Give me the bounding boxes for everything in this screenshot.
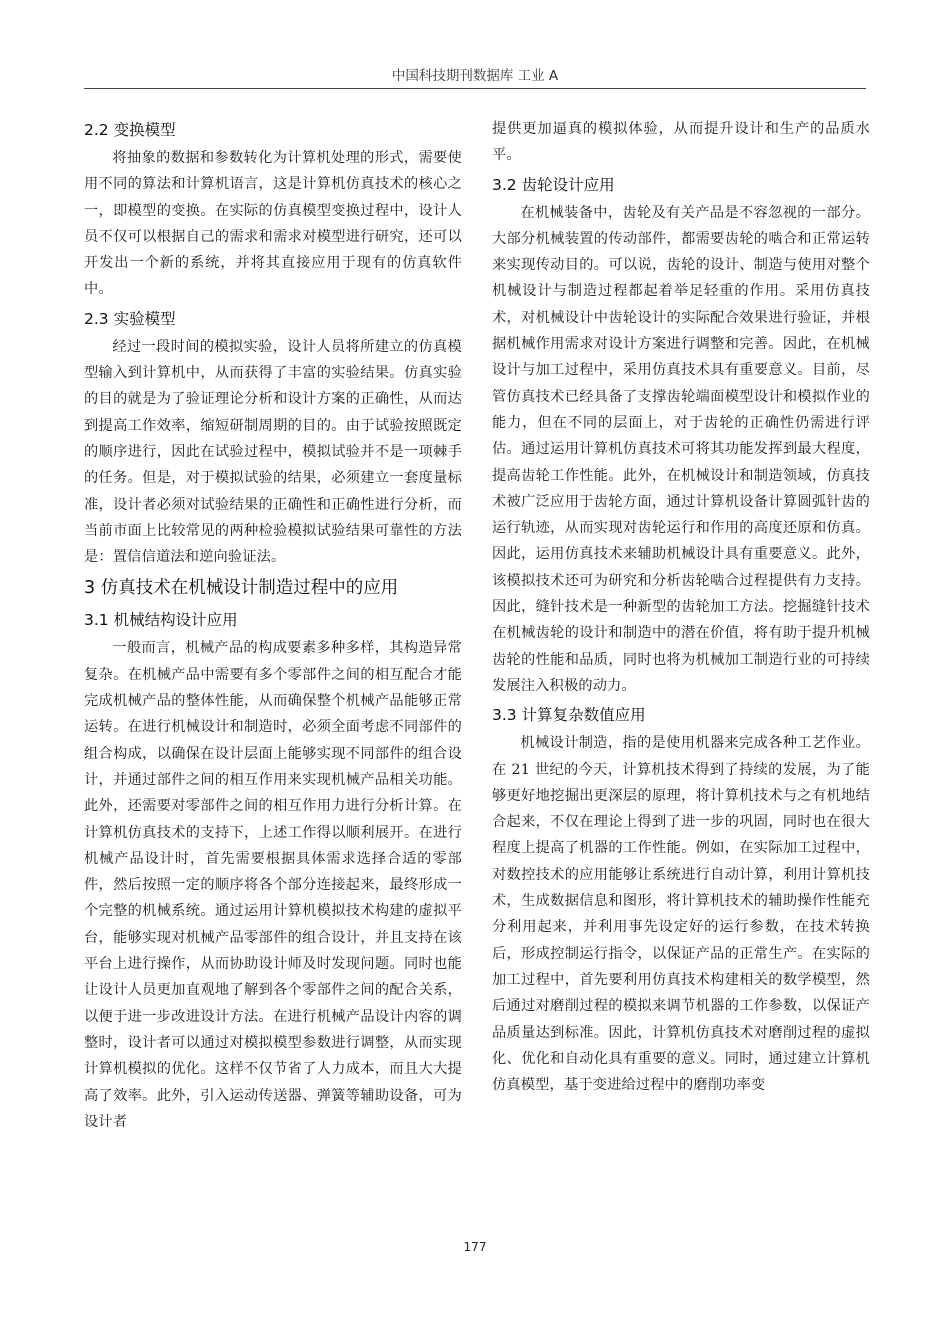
section-3-heading: 3 仿真技术在机械设计制造过程中的应用 [84, 578, 399, 599]
section-3-1-heading: 3.1 机械结构设计应用 [84, 611, 238, 630]
section-2-3-paragraph: 经过一段时间的模拟实验，设计人员将所建立的仿真模型输入到计算机中，从而获得了丰富的实验结果。仿真实验的目的就是为了验证理论分析和设计方案的正确性，从而达到提高工作效率，缩短研制周期的目的。由于试验按照既定的顺序进行，因此在试验过程中，模拟试验并不是一项棘手的任务。但是，对于模拟试验的结果，必须建立一套度量标准，设计者必须对试验结果的正确性和正确性进行分析，而当前市面上比较常见的两种检验模拟试验结果可靠性的方法是：置信信道法和逆向验证法。 [84, 338, 462, 566]
section-3-3-heading: 3.3 计算复杂数值应用 [492, 706, 646, 725]
section-2-3-heading: 2.3 实验模型 [84, 309, 176, 328]
page-number: 177 [463, 1240, 487, 1254]
section-3-2-paragraph: 在机械装备中，齿轮及有关产品是不容忽视的一部分。大部分机械装置的传动部件，都需要齿轮的啮合和正常运转来实现传动目的。可以说，齿轮的设计、制造与使用对整个机械设计与制造过程都起着举足轻重的作用。采用仿真技术，对机械设计中齿轮设计的实际配合效果进行验证，并根据机械作用需求对设计方案进行调整和完善。因此，在机械设计与加工过程中，采用仿真技术具有重要意义。目前，尽管仿真技术已经具备了支撑齿轮端面模型设计和模拟作业的能力，但在不同的层面上，对于齿轮的正确性仍需进行评估。通过运用计算机仿真技术可将其功能发挥到最大程度，提高齿轮工作性能。此外，在机械设计和制造领域，仿真技术被广泛应用于齿轮方面，通过计算机设备计算圆弧针齿的运行轨迹，从而实现对齿轮运行和作用的高度还原和仿真。因此，运用仿真技术来辅助机械设计具有重要意义。此外，该模拟技术还可为研究和分析齿轮啮合过程提供有力支持。因此，缝针技术是一种新型的齿轮加工方法。挖掘缝针技术在机械齿轮的设计和制造中的潜在价值，将有助于提升机械齿轮的性能和品质，同时也将为机械加工制造行业的可持续发展注入积极的动力。 [492, 204, 870, 694]
section-2-2-heading: 2.2 变换模型 [84, 121, 176, 139]
section-3-2-heading: 3.2 齿轮设计应用 [492, 175, 615, 194]
continued-paragraph: 提供更加逼真的模拟体验，从而提升设计和生产的品质水平。 [492, 121, 870, 164]
left-column [84, 116, 462, 1137]
section-2-2-paragraph: 将抽象的数据和参数转化为计算机处理的形式，需要使用不同的算法和计算机语言，这是计算机仿真技术的核心之一，即模型的变换。在实际的仿真模型变换过程中，设计人员不仅可以根据自己的需求和需求对模型进行研究，还可以开发出一个新的系统，并将其直接应用于现有的仿真软件中。 [84, 150, 462, 298]
right-column [492, 116, 870, 1100]
section-3-3-paragraph: 机械设计制造，指的是使用机器来完成各种工艺作业。在 21 世纪的今天，计算机技术得到了持续的发展，为了能够更好地挖掘出更深层的原理，将计算机技术与之有机地结合起来，不仅在理论上得到了进一步的巩固，同时也在很大程度上提高了机器的工作性能。例如，在实际加工过程中，对数控技术的应用能够让系统进行自动计算，利用计算机技术，生成数据信息和图形，将计算机技术的辅助操作性能充分利用起来，并利用事先设定好的运行参数，在技术转换后，形成控制运行指令，以保证产品的正常生产。在实际的加工过程中，首先要利用仿真技术构建相关的数学模型，然后通过对磨削过程的模拟来调节机器的工作参数，以保证产品质量达到标准。因此，计算机仿真技术对磨削过程的虚拟化、优化和自动化具有重要的意义。同时，通过建立计算机仿真模型，基于变进给过程中的磨削功率变 [492, 735, 870, 1094]
running-header: 中国科技期刊数据库 工业 A [391, 68, 559, 84]
header-rule [84, 88, 866, 89]
section-3-1-paragraph: 一般而言，机械产品的构成要素多种多样，其构造异常复杂。在机械产品中需要有多个零部件之间的相互配合才能完成机械产品的整体性能，从而确保整个机械产品能够正常运转。在进行机械设计和制造时，必须全面考虑不同部件的组合构成，以确保在设计层面上能够实现不同部件的组合设计，并通过部件之间的相互作用来实现机械产品相关功能。此外，还需要对零部件之间的相互作用力进行分析计算。在计算机仿真技术的支持下，上述工作得以顺利展开。在进行机械产品设计时，首先需要根据具体需求选择合适的零部件，然后按照一定的顺序将各个部分连接起来，最终形成一个完整的机械系统。通过运用计算机模拟技术构建的虚拟平台，能够实现对机械产品零部件的组合设计，并且支持在该平台上进行操作，从而协助设计师及时发现问题。同时也能让设计人员更加直观地了解到各个零部件之间的配合关系，以便于进一步改进设计方法。在进行机械产品设计内容的调整时，设计者可以通过对模拟模型参数进行调整，从而实现计算机模拟的优化。这样不仅节省了人力成本，而且大大提高了效率。此外，引入运动传送器、弹簧等辅助设备，可为设计者 [84, 640, 462, 1130]
